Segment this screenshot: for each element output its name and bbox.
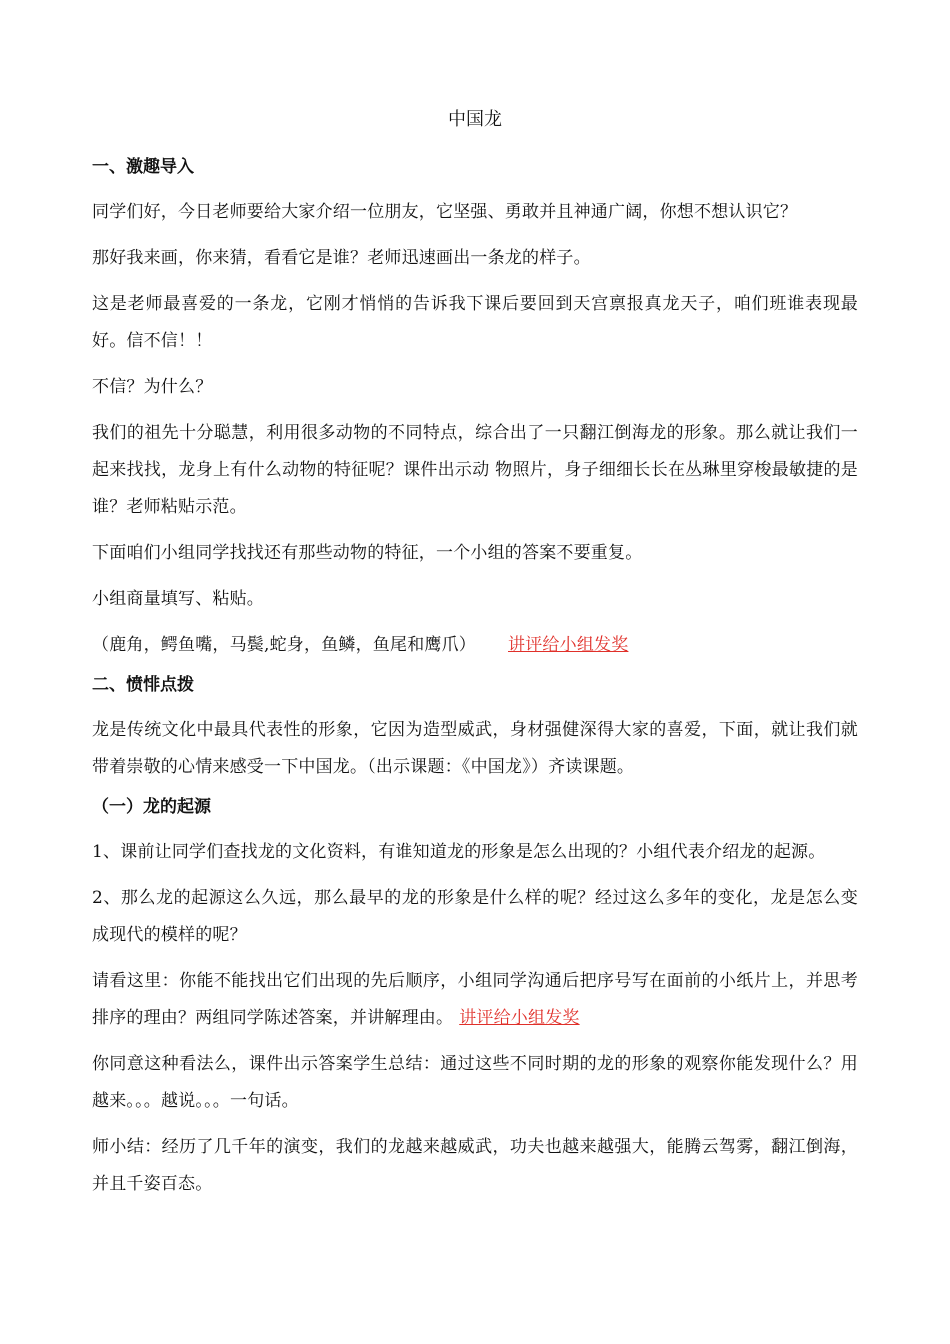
section-heading-1: 一、激趣导入 — [92, 157, 194, 177]
paragraph: 1、课前让同学们查找龙的文化资料，有谁知道龙的形象是怎么出现的？小组代表介绍龙的起源。 — [92, 842, 826, 862]
paragraph: 你同意这种看法么，课件出示答案学生总结：通过这些不同时期的龙的形象的观察你能发现什么？用越来。。。越说。。。一句话。 — [92, 1054, 858, 1111]
section-heading-2: 二、愤悱点拨 — [92, 675, 194, 695]
award-link[interactable]: 讲评给小组发奖 — [459, 1008, 580, 1028]
paragraph: 不信？为什么？ — [92, 377, 213, 397]
sub-heading: （一）龙的起源 — [92, 797, 211, 817]
paragraph: 这是老师最喜爱的一条龙，它刚才悄悄的告诉我下课后要回到天宫禀报真龙天子，咱们班谁表现最好。信不信！！ — [92, 294, 858, 351]
award-link[interactable]: 讲评给小组发奖 — [508, 635, 629, 655]
animal-features-text: （鹿角，鳄鱼嘴，马鬓,蛇身，鱼鳞，鱼尾和鹰爪） — [92, 635, 477, 655]
ordering-text: 请看这里：你能不能找出它们出现的先后顺序，小组同学沟通后把序号写在面前的小纸片上，并思考排序的理由？两组同学陈述答案，并讲解理由。 — [92, 971, 858, 1028]
paragraph: 下面咱们小组同学找找还有那些动物的特征，一个小组的答案不要重复。 — [92, 543, 643, 563]
paragraph: 那好我来画，你来猜，看看它是谁？老师迅速画出一条龙的样子。 — [92, 248, 591, 268]
paragraph: 同学们好，今日老师要给大家介绍一位朋友，它坚强、勇敢并且神通广阔，你想不想认识它？ — [92, 202, 798, 222]
paragraph: 龙是传统文化中最具代表性的形象，它因为造型威武，身材强健深得大家的喜爱，下面，就让我们就带着崇敬的心情来感受一下中国龙。（出示课题：《中国龙》）齐读课题。 — [92, 720, 858, 777]
paragraph: 小组商量填写、粘贴。 — [92, 589, 264, 609]
paragraph-with-link — [92, 963, 858, 1037]
paragraph: 我们的祖先十分聪慧，利用很多动物的不同特点，综合出了一只翻江倒海龙的形象。那么就让我们一起来找找，龙身上有什么动物的特征呢？课件出示动 物照片，身子细细长长在丛琳里穿梭最敏捷的是谁？老师粘贴示范。 — [92, 423, 858, 517]
paragraph-with-link — [92, 627, 858, 664]
paragraph: 师小结：经历了几千年的演变，我们的龙越来越威武，功夫也越来越强大，能腾云驾雾，翻江倒海，并且千姿百态。 — [92, 1137, 858, 1194]
paragraph: 2、那么龙的起源这么久远，那么最早的龙的形象是什么样的呢？经过这么多年的变化，龙是怎么变成现代的模样的呢？ — [92, 888, 858, 945]
document-title: 中国龙 — [448, 109, 502, 130]
